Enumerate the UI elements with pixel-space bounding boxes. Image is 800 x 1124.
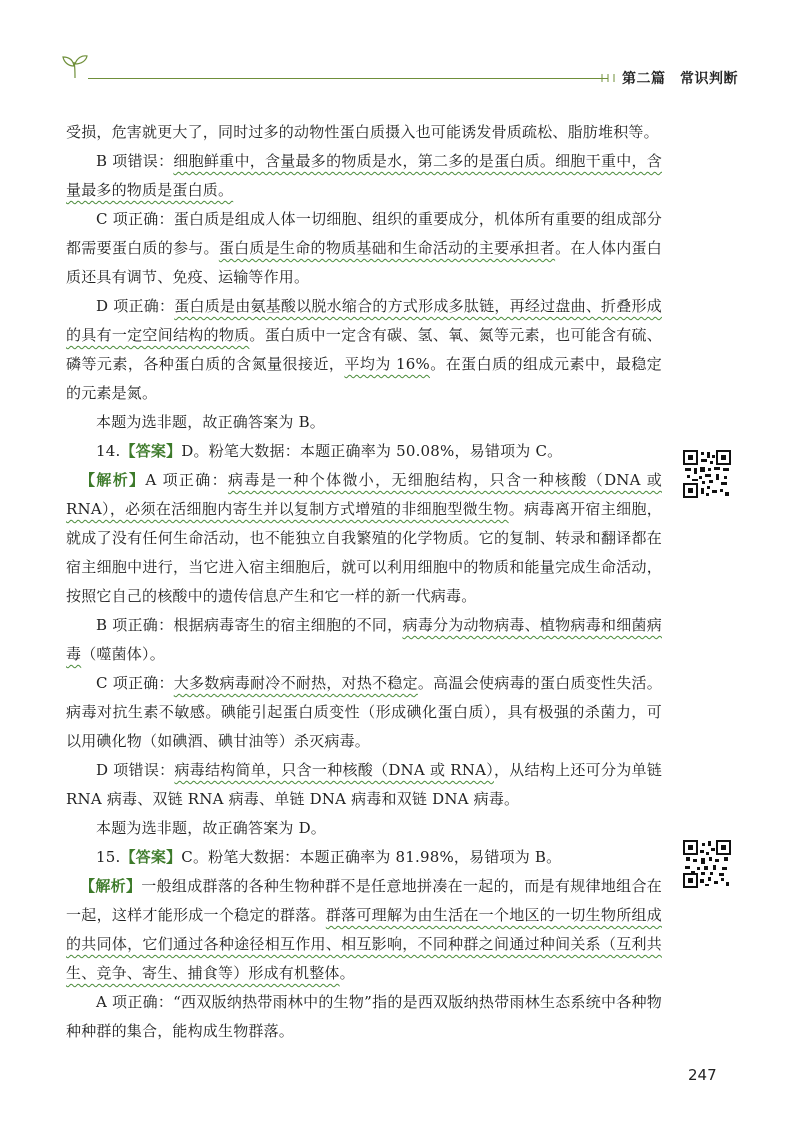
paragraph-option-d: D 项正确：蛋白质是由氨基酸以脱水缩合的方式形成多肽链，再经过盘曲、折叠形成的具有一定空间结构的物质。蛋白质中一定含有碳、氢、氧、氮等元素，也可能含有硫、磷等元素，各种蛋白质的含氮量很接近，平均为 16%。在蛋白质的组成元素中，最稳定的元素是氮。 xyxy=(66,297,663,402)
qr-code-icon[interactable] xyxy=(683,840,731,888)
sprout-leaf-icon xyxy=(60,52,90,82)
section-title: 第二篇 常识判断 xyxy=(622,71,738,87)
header-rule xyxy=(88,78,608,79)
paragraph-option-a: A 项正确：“西双版纳热带雨林中的生物”指的是西双版纳热带雨林生态系统中各种物种种群的集合，能构成生物群落。 xyxy=(66,993,662,1040)
analysis-tag: 【解析】 xyxy=(80,877,142,895)
page-body xyxy=(66,118,662,1046)
paragraph-option-d: D 项错误：病毒结构简单，只含一种核酸（DNA 或 RNA），从结构上还可分为单链 RNA 病毒、双链 RNA 病毒、单链 DNA 病毒和双链 DNA 病毒。 xyxy=(66,761,663,808)
question-15-analysis: 【解析】一般组成群落的各种生物种群不是任意地拼凑在一起的，而是有规律地组合在一起，这样才能形成一个稳定的群落。群落可理解为由生活在一个地区的一切生物所组成的共同体，它们通过各种途径相互作用、相互影响，不同种群之间通过种间关系（互利共生、竞争、寄生、捕食等）形成有机整体。 xyxy=(66,877,662,982)
header-rule-ticks xyxy=(600,74,620,82)
paragraph-option-c: C 项正确：蛋白质是组成人体一切细胞、组织的重要成分，机体所有重要的组成部分都需要蛋白质的参与。蛋白质是生命的物质基础和生命活动的主要承担者。在人体内蛋白质还具有调节、免疫、运输等作用。 xyxy=(66,210,662,286)
paragraph-conclusion: 本题为选非题，故正确答案为 B。 xyxy=(96,413,325,431)
answer-tag: 【答案】 xyxy=(120,442,182,460)
page-number: 247 xyxy=(688,1066,717,1084)
paragraph-option-c: C 项正确：大多数病毒耐冷不耐热，对热不稳定。高温会使病毒的蛋白质变性失活。病毒对抗生素不敏感。碘能引起蛋白质变性（形成碘化蛋白质），具有极强的杀菌力，可以用碘化物（如碘酒、碘甘油等）杀灭病毒。 xyxy=(66,674,663,750)
paragraph-option-b: B 项错误：细胞鲜重中，含量最多的物质是水，第二多的是蛋白质。细胞干重中，含量最多的物质是蛋白质。 xyxy=(66,152,662,199)
analysis-tag: 【解析】 xyxy=(80,471,146,489)
answer-tag: 【答案】 xyxy=(120,848,182,866)
question-15-answer: 15.【答案】C。粉笔大数据：本题正确率为 81.98%，易错项为 B。 xyxy=(96,848,562,866)
paragraph-option-b: B 项正确：根据病毒寄生的宿主细胞的不同，病毒分为动物病毒、植物病毒和细菌病毒（噬菌体）。 xyxy=(66,616,662,663)
question-14-answer: 14.【答案】D。粉笔大数据：本题正确率为 50.08%，易错项为 C。 xyxy=(96,442,563,460)
question-14-analysis: 【解析】A 项正确：病毒是一种个体微小，无细胞结构，只含一种核酸（DNA 或 RNA），必须在活细胞内寄生并以复制方式增殖的非细胞型微生物。病毒离开宿主细胞，就成了没有任何生命活动，也不能独立自我繁殖的化学物质。它的复制、转录和翻译都在宿主细胞中进行，当它进入宿主细胞后，就可以利用细胞中的物质和能量完成生命活动，按照它自己的核酸中的遗传信息产生和它一样的新一代病毒。 xyxy=(66,471,662,605)
qr-code-icon[interactable] xyxy=(683,450,731,498)
page-header xyxy=(0,0,800,100)
paragraph-conclusion: 本题为选非题，故正确答案为 D。 xyxy=(96,819,326,837)
paragraph-continuation: 受损，危害就更大了，同时过多的动物性蛋白质摄入也可能诱发骨质疏松、脂肪堆积等。 xyxy=(66,123,659,141)
